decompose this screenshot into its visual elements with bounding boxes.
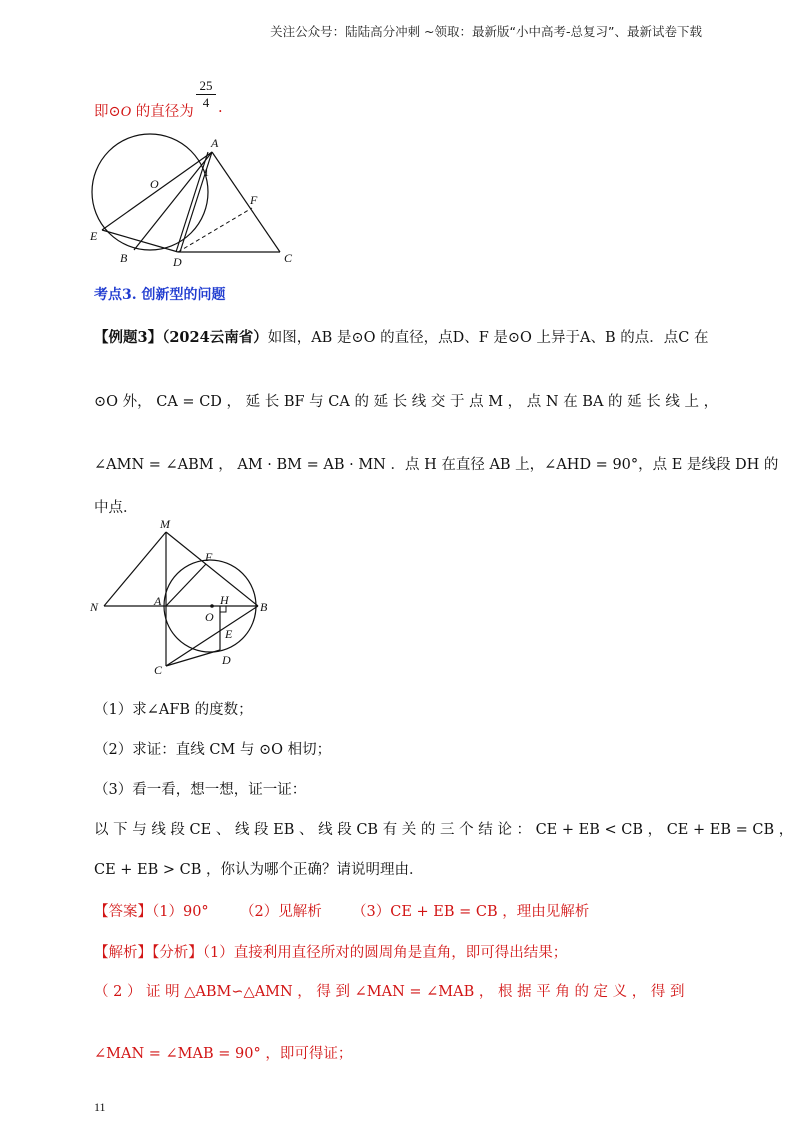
analysis-tag: 【解析】【分析】 <box>94 945 203 961</box>
question-2: （2）求证：直线 CM 与 ⊙O 相切； <box>94 742 332 758</box>
analysis-line-1 <box>94 941 567 962</box>
segment-ab <box>134 152 212 250</box>
diameter-mid: 的直径为 <box>131 104 194 120</box>
point-o <box>210 604 214 608</box>
answer-1: （1）90° <box>152 904 209 920</box>
segment-df-dashed <box>178 208 252 252</box>
question-3-line-2: CE + EB > CB ，你认为哪个正确？请说明理由． <box>94 862 424 878</box>
example-line-2: ⊙O 外， CA = CD ， 延 长 BF 与 CA 的 延 长 线 交 于 点 M ， 点 N 在 BA 的 延 长 线 上 ， <box>94 394 719 410</box>
diameter-fraction <box>196 78 216 111</box>
label-h: H <box>220 593 229 607</box>
label-m: M <box>160 517 170 531</box>
diameter-statement <box>94 100 194 121</box>
label-b: B <box>120 251 128 265</box>
label-e: E <box>90 229 98 243</box>
example-tag: 【例题3】 <box>94 329 163 346</box>
section-title: 考点3. 创新型的问题 <box>94 287 226 303</box>
analysis-line-2: （ 2 ） 证 明 △ABM∽△AMN ， 得 到 ∠MAN = ∠MAB ， 根 据 平 角 的 定 义 ， 得 到 <box>94 984 685 1000</box>
figure-1-diagram <box>84 128 304 268</box>
label-a: A <box>154 594 162 608</box>
label-c: C <box>154 663 163 676</box>
answer-3: （3）CE + EB = CB ，理由见解析 <box>352 904 590 920</box>
fraction-numerator: 25 <box>196 78 216 95</box>
label-d: D <box>222 653 231 667</box>
label-b: B <box>260 600 268 614</box>
figure-2-diagram <box>88 516 278 676</box>
segment-af <box>166 564 206 606</box>
label-angle-1: 1 <box>204 168 209 179</box>
fraction-denominator: 4 <box>202 95 210 110</box>
label-f: F <box>250 193 258 207</box>
example-line-1 <box>94 326 708 347</box>
label-d: D <box>173 255 182 268</box>
example-source: （2024云南省） <box>162 329 268 346</box>
diameter-suffix: . <box>218 100 223 116</box>
segment-cd <box>166 650 220 666</box>
label-f: F <box>205 550 213 564</box>
example-text-1: 如图，AB 是⊙O 的直径，点D、F 是⊙O 上异于A、B 的点．点C 在 <box>267 330 709 346</box>
answer-2: （2）见解析 <box>240 904 322 920</box>
analysis-text-1: （1）直接利用直径所对的圆周角是直角，即可得出结果； <box>202 945 568 961</box>
label-a: A <box>211 136 219 150</box>
label-n: N <box>90 600 99 614</box>
question-3: （3）看一看，想一想，证一证： <box>94 782 307 798</box>
page-number: 11 <box>94 1100 106 1114</box>
label-o: O <box>150 177 159 191</box>
answer-tag: 【答案】 <box>94 904 152 920</box>
example-line-3: ∠AMN = ∠ABM ， AM · BM = AB · MN ．点 H 在直径 AB 上，∠AHD = 90°，点 E 是线段 DH 的 <box>94 457 779 473</box>
answer-line <box>94 900 209 921</box>
label-o2: O <box>205 610 214 624</box>
circle-name: O <box>120 104 132 120</box>
analysis-line-3: ∠MAN = ∠MAB = 90° ，即可得证； <box>94 1046 353 1062</box>
diameter-prefix: 即⊙ <box>94 104 121 120</box>
example-line-4: 中点． <box>94 500 138 516</box>
page-header: 关注公众号：陆陆高分冲刺 ~领取：最新版“小中高考-总复习”、最新试卷下载 <box>270 24 702 39</box>
question-3-line-1: 以 下 与 线 段 CE 、 线 段 EB 、 线 段 CB 有 关 的 三 个 结 论 ： CE + EB < CB ， CE + EB = CB ， <box>94 822 794 838</box>
label-e: E <box>225 627 233 641</box>
question-1: （1）求∠AFB 的度数； <box>94 702 253 718</box>
segment-mb <box>166 532 258 606</box>
label-c: C <box>284 251 293 265</box>
segment-ac <box>212 152 280 252</box>
